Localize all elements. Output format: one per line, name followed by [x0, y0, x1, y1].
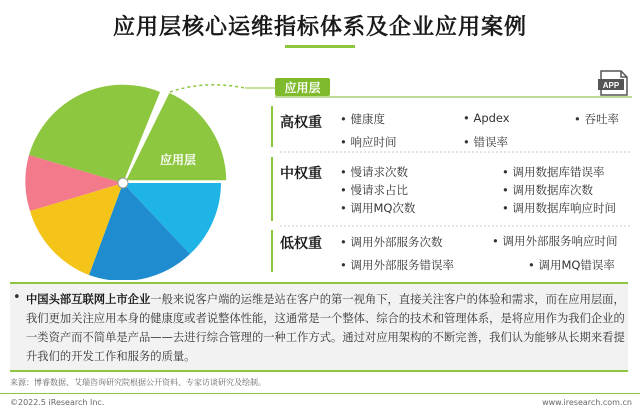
page-title: 应用层核心运维指标体系及企业应用案例 [112, 15, 527, 40]
note-body: 一般来说客户端的运维是站在客户的第一视角下，直接关注客户的体验和需求，而在应用层面，我们更加关注应用本身的健康度或者说整体性能，这通常是一个整体、综合的技术和管理体系，是将应用作为我们企业的一类资产而不简单是产品——去进行综合管理的一种工作方式。通过对应用架构的不断完善，我们认为能够从长期来看提升我们的开发工作和服务的质量。 [26, 293, 625, 363]
app-layer-tag: 应用层 [275, 78, 330, 96]
app-icon-text: APP [602, 81, 620, 90]
tier-label-low: 低权重 [280, 236, 322, 252]
metric-item: • 健康度 [340, 111, 385, 127]
footer-divider [0, 393, 640, 394]
metric-item: • 调用数据库次数 [502, 182, 593, 198]
website: www.iresearch.com.cn [542, 398, 632, 407]
tier-label-high: 高权重 [280, 115, 322, 131]
app-icon [597, 68, 631, 98]
pie-center-dot [118, 178, 128, 188]
metric-item: • 调用MQ错误率 [528, 257, 615, 273]
metric-item: • Apdex [463, 111, 510, 125]
metric-item: • 调用外部服务错误率 [340, 257, 454, 273]
metric-item: • 调用外部服务响应时间 [492, 233, 617, 249]
metric-item: • 调用MQ次数 [340, 200, 415, 216]
copyright: ©2022.5 iResearch Inc. [10, 398, 105, 407]
tier-label-mid: 中权重 [280, 166, 322, 182]
note-text [26, 290, 626, 366]
metric-item: • 错误率 [463, 134, 508, 150]
metric-item: • 响应时间 [340, 134, 396, 150]
metric-item: • 慢请求占比 [340, 182, 408, 198]
connector-dashed [170, 85, 245, 92]
source-note: 来源：博睿数据、艾瑞咨询研究院根据公开资料、专家访谈研究及绘制。 [10, 378, 266, 387]
pie-highlight-label: 应用层 [160, 153, 197, 167]
note-bold-lead: 中国头部互联网上市企业 [26, 293, 151, 306]
metric-item: • 调用数据库错误率 [502, 164, 604, 180]
metric-item: • 调用数据库响应时间 [502, 200, 616, 216]
metric-item: • 吞吐率 [574, 111, 619, 127]
metric-item: • 调用外部服务次数 [340, 234, 442, 250]
note-bullet: • [13, 290, 21, 305]
metric-item: • 慢请求次数 [340, 164, 408, 180]
